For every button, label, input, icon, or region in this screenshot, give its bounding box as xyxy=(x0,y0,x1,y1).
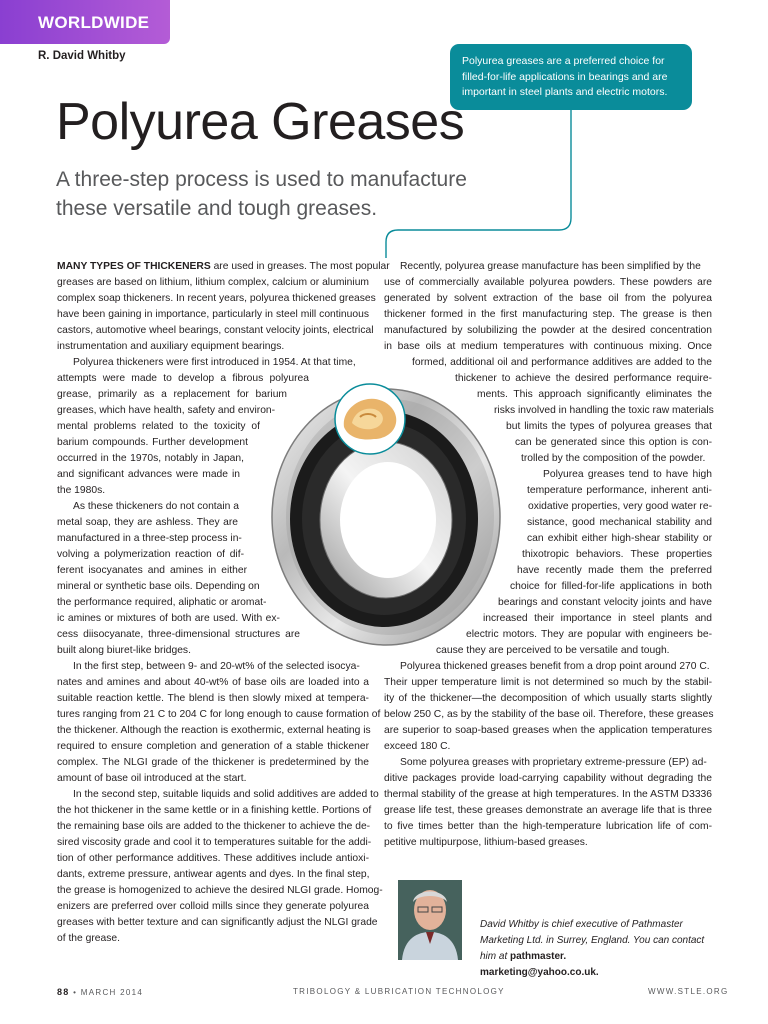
text-line: in base oils at medium temperatures with continuous mixing. Once xyxy=(384,341,712,352)
text-line: greases with better texture and can significantly adjust the NLGI grade xyxy=(57,917,378,928)
text-line: complex. The NLGI grade of the thickener is predetermined by the xyxy=(57,757,369,768)
text-line: sired viscosity grade and cool it to temperatures suitable for the addi- xyxy=(57,837,372,848)
author-byline: R. David Whitby xyxy=(38,50,126,62)
footer-page-info xyxy=(57,987,143,997)
author-photo xyxy=(398,880,462,960)
text-line: trolled by the composition of the powder. xyxy=(521,453,706,464)
text-line: thickener formed in the first manufacturing step. The grease is then xyxy=(384,309,712,320)
text-line: the grease is homogenized to achieve the desired NLGI grade. Homog- xyxy=(57,885,383,896)
text-line: manufactured in a three-step process in- xyxy=(57,533,242,544)
text-line: exceed 180 C. xyxy=(384,741,451,752)
text-line: In the second step, suitable liquids and solid additives are added to xyxy=(73,789,379,800)
text-line: generated by solvent extraction of the base oil from the polyurea xyxy=(384,293,712,304)
text-line: attempts were made to develop a fibrous polyurea xyxy=(57,373,309,384)
text-line: In the first step, between 9- and 20-wt% of the selected isocya- xyxy=(73,661,360,672)
text-line: Some polyurea greases with proprietary extreme-pressure (EP) ad- xyxy=(400,757,707,768)
article-title: Polyurea Greases xyxy=(56,93,465,151)
text-line: suitable reaction kettle. The blend is then slowly mixed at tempera- xyxy=(57,693,369,704)
text-line: castors, automotive wheel bearings, constant velocity joints, electrical xyxy=(57,325,374,336)
article-subtitle: A three-step process is used to manufacture these versatile and tough greases. xyxy=(56,168,467,220)
bio-text: David Whitby is chief executive of Pathmaster Marketing Ltd. in Surrey, England. You can contact him at xyxy=(480,919,705,962)
text-line: ic amines or mixtures of both are used. With ex- xyxy=(57,613,280,624)
text-line: ments. This approach significantly eliminates the xyxy=(477,389,712,400)
author-bio xyxy=(480,917,715,981)
text-line: can exhibit either high-shear stability or xyxy=(527,533,712,544)
text-line: choice for filled-for-life applications in both xyxy=(510,581,712,592)
text-line: risks involved in handling the toxic raw materials xyxy=(494,405,714,416)
text-line: mental problems related to the toxicity of xyxy=(57,421,260,432)
text-line: oxidative properties, very good water re- xyxy=(528,501,712,512)
section-tab xyxy=(0,0,170,44)
section-label: WORLDWIDE xyxy=(38,13,150,32)
text-line: manufactured by solubilizing the powder at the desired concentration xyxy=(384,325,712,336)
pull-quote-callout: Polyurea greases are a preferred choice for filled-for-life applications in bearings and are important in steel plants and electric motors. xyxy=(450,44,692,110)
text-line: but limits the types of polyurea greases that xyxy=(506,421,712,432)
page-number: 88 xyxy=(57,987,70,997)
text-line: use of commercially available polyurea powders. These powders are xyxy=(384,277,712,288)
text-line: Polyurea thickened greases benefit from a drop point around 270 C. xyxy=(400,661,710,672)
text-line: cause they are perceived to be versatile and tough. xyxy=(436,645,670,656)
text-line: the thickener. Although the reaction is exothermic, external heating is xyxy=(57,725,371,736)
text-line: the performance required, aliphatic or aromat- xyxy=(57,597,267,608)
text-line: greases, which have health, safety and environ- xyxy=(57,405,276,416)
text-line: enizers are preferred over colloid mills since they generate polyurea xyxy=(57,901,369,912)
grease-sample-image xyxy=(334,383,406,455)
text-line: As these thickeners do not contain a xyxy=(73,501,239,512)
footer-website[interactable]: WWW.STLE.ORG xyxy=(648,987,729,996)
text-line: petitive multipurpose, lithium-based greases. xyxy=(384,837,588,848)
text-line: Recently, polyurea grease manufacture has been simplified by the xyxy=(400,261,701,272)
text-line: thermal stability of the grease at high temperatures. In the ASTM D3336 xyxy=(384,789,712,800)
text-line: occurred in the 1970s, notably in Japan, xyxy=(57,453,244,464)
text-line: barium compounds. Further development xyxy=(57,437,248,448)
text-line: nates and amines and about 40-wt% of base oils are loaded into a xyxy=(57,677,369,688)
text-line: increased their importance in steel plants and xyxy=(483,613,712,624)
text-line: thixotropic behaviors. These properties xyxy=(522,549,712,560)
text-line: electric motors. They are popular with engineers be- xyxy=(466,629,712,640)
text-line: to five times better than the high-temperature lubrication life of com- xyxy=(384,821,712,832)
text-line: ditive packages provide load-carrying capability without degrading the xyxy=(384,773,712,784)
text-line: of the grease. xyxy=(57,933,120,944)
text-line: grease life test, these greases demonstrate an average life that is three xyxy=(384,805,712,816)
text-line: the remaining base oils are added to the thickener to achieve the de- xyxy=(57,821,371,832)
text-line: and significant advances were made in xyxy=(57,469,240,480)
text-line: have been gaining in importance, particularly in steel mill continuous xyxy=(57,309,369,320)
text-line: ity of the thickener—the decomposition of which usually starts slightly xyxy=(384,693,712,704)
text-line: Polyurea thickeners were first introduced in 1954. At that time, xyxy=(73,357,356,368)
text-line: formed, additional oil and performance additives are added to the xyxy=(412,357,712,368)
issue-date: • MARCH 2014 xyxy=(69,988,144,997)
text-line: required to ensure completion and generation of a stable thickener xyxy=(57,741,369,752)
text-line: can be generated since this option is con- xyxy=(515,437,712,448)
text-line: thickener to achieve the desired performance require- xyxy=(455,373,712,384)
text-line: the hot thickener in the same kettle or in a finishing kettle. Portions of xyxy=(57,805,372,816)
text-line: metal soap, they are ashless. They are xyxy=(57,517,238,528)
text-line: grease, primarily as a replacement for barium xyxy=(57,389,287,400)
text-line: tures ranging from 21 C to 204 C for long enough to cause formation of xyxy=(57,709,381,720)
text-line: built along biuret-like bridges. xyxy=(57,645,191,656)
text-line: temperature performance, inherent anti- xyxy=(527,485,712,496)
text-line: greases are based on lithium, lithium complex, calcium or aluminium xyxy=(57,277,369,288)
text-line: have recently made them the preferred xyxy=(517,565,712,576)
text-line: tion of other performance additives. These additives include antioxi- xyxy=(57,853,369,864)
text-line: sistance, good mechanical stability and xyxy=(527,517,712,528)
text-line: complex soap thickeners. In recent years, polyurea thickened greases xyxy=(57,293,376,304)
text-line: instrumentation and auxiliary equipment bearings. xyxy=(57,341,285,352)
bio-email[interactable]: pathmaster. marketing@yahoo.co.uk. xyxy=(480,951,599,978)
text-line: the 1980s. xyxy=(57,485,106,496)
text-line: MANY TYPES OF THICKENERS are used in greases. The most popular xyxy=(57,261,390,272)
text-line: dants, extreme pressure, antiwear agents and dyes. In the final step, xyxy=(57,869,370,880)
text-line: Polyurea greases tend to have high xyxy=(543,469,712,480)
text-line: cess diisocyanate, three-dimensional structures are xyxy=(57,629,300,640)
text-line: mineral or synthetic base oils. Depending on xyxy=(57,581,260,592)
text-line: below 250 C, as by the stability of the base oil. Therefore, these greases xyxy=(384,709,714,720)
text-line: ferent isocyanates and amines in either xyxy=(57,565,247,576)
text-line: are superior to soap-based greases when the application temperatures xyxy=(384,725,712,736)
lead-in: MANY TYPES OF THICKENERS xyxy=(57,261,211,272)
text-line: volving a polymerization reaction of dif- xyxy=(57,549,244,560)
footer-publication: TRIBOLOGY & LUBRICATION TECHNOLOGY xyxy=(293,987,505,996)
text-line: bearings and constant velocity joints and have xyxy=(498,597,712,608)
text-line: Their upper temperature limit is not determined so much by the stabil- xyxy=(384,677,712,688)
text-line: amount of base oil introduced at the start. xyxy=(57,773,247,784)
